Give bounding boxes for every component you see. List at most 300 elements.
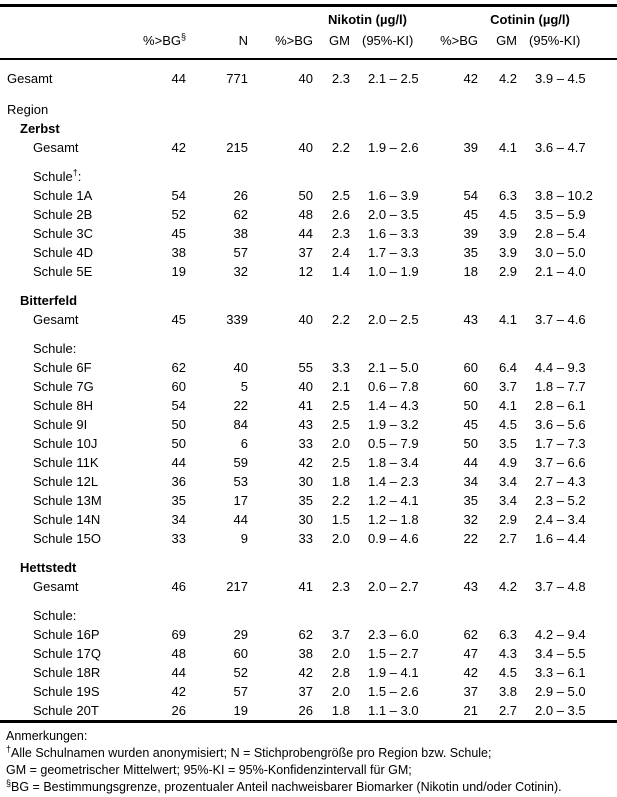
value-cell-cot-pbg: 50: [463, 436, 479, 451]
value-cell-cot-ki: 3.0 – 5.0: [535, 245, 586, 260]
value-cell-nik-ki: 1.6 – 3.9: [368, 188, 419, 203]
value-cell-nik-gm: 2.3: [331, 71, 350, 86]
row-label: Schule 1A: [33, 188, 93, 203]
value-cell-nik-ki: [350, 558, 423, 577]
table-row: [0, 205, 617, 224]
value-cell-n: [186, 558, 248, 577]
value-cell-nik-ki: [350, 339, 423, 358]
value-cell-cot-ki: 2.8 – 5.4: [535, 226, 586, 241]
row-label-cell: [0, 606, 140, 625]
col-header-cot-gm: GM: [478, 29, 517, 59]
row-label: Schule 2B: [33, 207, 93, 222]
row-label: Schule 7G: [33, 379, 94, 394]
value-cell-pbg-total: 45: [171, 312, 186, 327]
value-cell-nik-ki: 1.2 – 1.8: [368, 512, 419, 527]
value-cell-n: 217: [226, 579, 248, 594]
row-label: Gesamt: [7, 71, 53, 86]
row-label: Gesamt: [33, 312, 79, 327]
value-cell-pbg-total: 35: [171, 493, 186, 508]
table-row: [0, 644, 617, 663]
col-header-cot-pbg: %>BG: [423, 29, 478, 59]
dagger-mark: †: [6, 743, 12, 754]
value-cell-n: 84: [233, 417, 248, 432]
table-row: [0, 100, 617, 119]
row-label: Bitterfeld: [20, 293, 78, 308]
value-cell-cot-ki: 2.1 – 4.0: [535, 264, 586, 279]
value-cell-nik-ki: 1.7 – 3.3: [368, 245, 419, 260]
value-cell-cot-pbg: 60: [463, 360, 479, 375]
value-cell-cot-pbg: 47: [463, 646, 479, 661]
value-cell-cot-gm: 2.7: [498, 703, 518, 718]
row-label-cell: [0, 310, 140, 329]
footnote-line-bg: [6, 779, 617, 796]
value-cell-cot-gm: 6.4: [498, 360, 518, 375]
value-cell-pbg-total: 42: [171, 684, 186, 699]
value-cell-cot-gm: 6.3: [498, 627, 518, 642]
table-row: [0, 377, 617, 396]
value-cell-cot-gm: 3.4: [498, 474, 518, 489]
value-cell-nik-pbg: 48: [298, 207, 313, 222]
row-label: Schule 18R: [33, 665, 101, 680]
row-label-cell: [0, 415, 140, 434]
value-cell-n: [186, 291, 248, 310]
value-cell-cot-ki: 2.8 – 6.1: [535, 398, 586, 413]
value-cell-nik-gm: 2.3: [331, 226, 350, 241]
col-header-n: N: [186, 29, 248, 59]
row-label: Schule 16P: [33, 627, 100, 642]
table-row: [0, 434, 617, 453]
value-cell-pbg-total: 36: [171, 474, 186, 489]
value-cell-nik-ki: [350, 100, 423, 119]
value-cell-pbg-total: 50: [171, 417, 186, 432]
value-cell-cot-pbg: 21: [463, 703, 479, 718]
value-cell-nik-pbg: 42: [298, 455, 313, 470]
row-label: Schule 10J: [33, 436, 98, 451]
value-cell-nik-gm: 1.5: [331, 512, 350, 527]
value-cell-n: 44: [233, 512, 248, 527]
value-cell-cot-pbg: 32: [463, 512, 479, 527]
value-cell-nik-ki: [350, 291, 423, 310]
group-header-empty: [0, 6, 248, 30]
value-cell-pbg-total: 54: [171, 398, 186, 413]
row-label: Schule 3C: [33, 226, 93, 241]
value-cell-pbg-total: [140, 119, 186, 138]
row-label-cell: [0, 510, 140, 529]
table-row: [0, 262, 617, 281]
row-label-cell: [0, 358, 140, 377]
value-cell-cot-ki: 3.7 – 4.6: [535, 312, 586, 327]
value-cell-cot-gm: 4.2: [498, 71, 518, 86]
value-cell-nik-pbg: 30: [298, 474, 313, 489]
spacer-cell: [0, 281, 617, 291]
value-cell-cot-pbg: 35: [463, 493, 479, 508]
value-cell-cot-gm: [478, 606, 517, 625]
value-cell-cot-pbg: 54: [463, 188, 479, 203]
value-cell-cot-gm: 3.7: [498, 379, 518, 394]
spacer-row: [0, 329, 617, 339]
value-cell-nik-gm: 2.5: [331, 398, 350, 413]
value-cell-n: 339: [226, 312, 248, 327]
value-cell-nik-pbg: 30: [298, 512, 313, 527]
col-header-nik-pbg: %>BG: [248, 29, 313, 59]
table-row: [0, 491, 617, 510]
value-cell-cot-gm: 4.2: [498, 579, 518, 594]
value-cell-nik-gm: 2.5: [331, 188, 350, 203]
value-cell-n: 52: [233, 665, 248, 680]
value-cell-nik-ki: [350, 119, 423, 138]
row-label: Gesamt: [33, 140, 79, 155]
row-label-cell: [0, 396, 140, 415]
value-cell-cot-pbg: 35: [463, 245, 479, 260]
table-body: [0, 59, 617, 722]
row-label-cell: [0, 243, 140, 262]
value-cell-nik-ki: 2.3 – 6.0: [368, 627, 419, 642]
value-cell-pbg-total: 38: [171, 245, 186, 260]
row-label: Schule: [33, 608, 73, 623]
value-cell-pbg-total: 42: [171, 140, 186, 155]
value-cell-nik-gm: 2.2: [331, 312, 350, 327]
value-cell-cot-ki: 2.9 – 5.0: [535, 684, 586, 699]
value-cell-cot-pbg: 44: [463, 455, 479, 470]
biomarker-table: [0, 4, 617, 723]
value-cell-nik-pbg: [248, 606, 313, 625]
value-cell-nik-gm: 1.8: [331, 703, 350, 718]
value-cell-nik-ki: 1.8 – 3.4: [368, 455, 419, 470]
value-cell-cot-pbg: 22: [463, 531, 479, 546]
value-cell-cot-gm: [478, 339, 517, 358]
value-cell-nik-ki: 2.0 – 2.5: [368, 312, 419, 327]
value-cell-nik-pbg: 37: [298, 245, 313, 260]
value-cell-nik-ki: 1.5 – 2.6: [368, 684, 419, 699]
value-cell-cot-gm: [478, 291, 517, 310]
col-header-pbg-total: [140, 29, 186, 59]
table-row: [0, 510, 617, 529]
value-cell-nik-gm: 2.2: [331, 140, 350, 155]
value-cell-cot-gm: 4.5: [498, 417, 518, 432]
row-label: Schule 17Q: [33, 646, 101, 661]
row-label: Schule 11K: [33, 455, 99, 470]
value-cell-cot-gm: 4.1: [498, 398, 518, 413]
value-cell-nik-ki: 2.1 – 5.0: [368, 360, 419, 375]
row-label: Schule 13M: [33, 493, 102, 508]
value-cell-nik-ki: 1.2 – 4.1: [368, 493, 419, 508]
value-cell-nik-pbg: 35: [298, 493, 313, 508]
value-cell-cot-gm: 3.8: [498, 684, 518, 699]
value-cell-n: 62: [233, 207, 248, 222]
value-cell-pbg-total: 52: [171, 207, 186, 222]
row-label-cell: [0, 529, 140, 548]
table-row: [0, 291, 617, 310]
value-cell-n: [186, 606, 248, 625]
value-cell-nik-pbg: 62: [298, 627, 313, 642]
value-cell-cot-gm: 3.9: [498, 245, 518, 260]
value-cell-nik-gm: 2.0: [331, 436, 350, 451]
dagger-mark: †: [72, 167, 78, 178]
value-cell-cot-ki: [517, 119, 617, 138]
value-cell-nik-pbg: [248, 291, 313, 310]
spacer-row: [0, 90, 617, 100]
footnote-text: Alle Schulnamen wurden anonymisiert; N = Stichprobengröße pro Region bzw. Schule;: [11, 746, 492, 760]
row-label-suffix: :: [72, 608, 77, 623]
value-cell-pbg-total: 60: [171, 379, 186, 394]
value-cell-nik-ki: 1.9 – 2.6: [368, 140, 419, 155]
row-label-cell: [0, 377, 140, 396]
value-cell-nik-pbg: 38: [298, 646, 313, 661]
value-cell-nik-gm: [313, 339, 350, 358]
value-cell-nik-gm: [313, 291, 350, 310]
spacer-cell: [0, 157, 617, 167]
value-cell-n: 17: [233, 493, 248, 508]
value-cell-n: 22: [233, 398, 248, 413]
value-cell-nik-gm: 2.1: [331, 379, 350, 394]
value-cell-nik-gm: [313, 558, 350, 577]
table-row: [0, 119, 617, 138]
row-label: Schule: [33, 341, 73, 356]
row-label-cell: [0, 291, 140, 310]
value-cell-cot-pbg: [423, 119, 478, 138]
value-cell-pbg-total: [140, 606, 186, 625]
value-cell-cot-gm: 6.3: [498, 188, 518, 203]
value-cell-cot-pbg: 50: [463, 398, 479, 413]
value-cell-cot-ki: [517, 100, 617, 119]
row-label-cell: [0, 205, 140, 224]
value-cell-nik-pbg: 40: [298, 71, 313, 86]
value-cell-n: [186, 100, 248, 119]
table-row: [0, 606, 617, 625]
row-label: Schule 9I: [33, 417, 88, 432]
value-cell-n: 53: [233, 474, 248, 489]
value-cell-n: 38: [233, 226, 248, 241]
value-cell-cot-gm: [478, 167, 517, 186]
value-cell-nik-ki: 2.0 – 3.5: [368, 207, 419, 222]
value-cell-nik-pbg: 33: [298, 531, 313, 546]
value-cell-cot-ki: 2.0 – 3.5: [535, 703, 586, 718]
table-row: [0, 339, 617, 358]
value-cell-nik-ki: 1.5 – 2.7: [368, 646, 419, 661]
value-cell-nik-pbg: [248, 100, 313, 119]
row-label-cell: [0, 472, 140, 491]
value-cell-n: 19: [233, 703, 248, 718]
value-cell-cot-pbg: [423, 339, 478, 358]
row-label-cell: [0, 262, 140, 281]
value-cell-pbg-total: 69: [171, 627, 186, 642]
value-cell-cot-ki: 1.6 – 4.4: [535, 531, 586, 546]
value-cell-nik-gm: 2.5: [331, 455, 350, 470]
value-cell-cot-pbg: [423, 606, 478, 625]
value-cell-n: 6: [240, 436, 248, 451]
row-label-cell: [0, 100, 140, 119]
value-cell-nik-ki: 1.4 – 4.3: [368, 398, 419, 413]
value-cell-nik-gm: 2.8: [331, 665, 350, 680]
row-label-cell: [0, 59, 140, 90]
row-label: Region: [7, 102, 49, 117]
value-cell-cot-gm: 3.5: [498, 436, 518, 451]
value-cell-cot-ki: 4.4 – 9.3: [535, 360, 586, 375]
value-cell-cot-ki: 2.3 – 5.2: [535, 493, 586, 508]
value-cell-cot-gm: [478, 558, 517, 577]
value-cell-pbg-total: 48: [171, 646, 186, 661]
value-cell-nik-ki: 2.1 – 2.5: [368, 71, 419, 86]
value-cell-pbg-total: 44: [171, 455, 186, 470]
value-cell-nik-pbg: 12: [298, 264, 313, 279]
footnote-line-gm: [6, 762, 617, 779]
row-label-cell: [0, 434, 140, 453]
value-cell-nik-gm: 3.3: [331, 360, 350, 375]
value-cell-nik-ki: 0.9 – 4.6: [368, 531, 419, 546]
value-cell-n: 771: [226, 71, 248, 86]
value-cell-nik-gm: 2.0: [331, 531, 350, 546]
value-cell-nik-ki: 0.6 – 7.8: [368, 379, 419, 394]
row-label: Schule 20T: [33, 703, 99, 718]
row-label-cell: [0, 167, 140, 186]
row-label: Schule 19S: [33, 684, 100, 699]
value-cell-cot-pbg: 42: [463, 665, 479, 680]
table-row: [0, 577, 617, 596]
col-header-nik-gm: GM: [313, 29, 350, 59]
value-cell-cot-pbg: 39: [463, 226, 479, 241]
value-cell-n: 29: [233, 627, 248, 642]
value-cell-nik-gm: 2.4: [331, 245, 350, 260]
row-label: Hettstedt: [20, 560, 77, 575]
value-cell-cot-gm: 4.9: [498, 455, 518, 470]
value-cell-cot-gm: 4.5: [498, 207, 518, 222]
row-label-cell: [0, 339, 140, 358]
value-cell-cot-ki: 3.7 – 4.8: [535, 579, 586, 594]
col-header-cot-ki: (95%-KI): [517, 29, 617, 59]
value-cell-n: 26: [233, 188, 248, 203]
value-cell-cot-ki: [517, 291, 617, 310]
row-label-cell: [0, 453, 140, 472]
value-cell-cot-pbg: 43: [463, 579, 479, 594]
value-cell-cot-ki: 1.8 – 7.7: [535, 379, 586, 394]
value-cell-n: 57: [233, 684, 248, 699]
value-cell-cot-ki: 3.4 – 5.5: [535, 646, 586, 661]
table-row: [0, 310, 617, 329]
spacer-cell: [0, 596, 617, 606]
value-cell-pbg-total: 44: [171, 71, 186, 86]
value-cell-nik-gm: [313, 167, 350, 186]
value-cell-cot-pbg: [423, 558, 478, 577]
value-cell-cot-gm: 4.1: [498, 140, 518, 155]
value-cell-nik-gm: 3.7: [331, 627, 350, 642]
value-cell-nik-pbg: [248, 167, 313, 186]
value-cell-cot-pbg: 45: [463, 417, 479, 432]
value-cell-cot-gm: [478, 100, 517, 119]
value-cell-cot-ki: 3.5 – 5.9: [535, 207, 586, 222]
value-cell-cot-ki: [517, 558, 617, 577]
row-label: Schule 4D: [33, 245, 93, 260]
col-header-pbg-total-text: %>BG: [143, 33, 181, 48]
table-row: [0, 415, 617, 434]
table-row: [0, 701, 617, 722]
footnotes-heading: Anmerkungen:: [6, 729, 88, 743]
value-cell-nik-pbg: 41: [298, 398, 313, 413]
table-row: [0, 224, 617, 243]
value-cell-pbg-total: 19: [171, 264, 186, 279]
value-cell-cot-pbg: [423, 100, 478, 119]
table-row: [0, 472, 617, 491]
value-cell-cot-ki: 2.4 – 3.4: [535, 512, 586, 527]
row-label-cell: [0, 119, 140, 138]
value-cell-cot-pbg: [423, 167, 478, 186]
value-cell-nik-pbg: 40: [298, 312, 313, 327]
spacer-cell: [0, 90, 617, 100]
footnote-line-dagger: [6, 745, 617, 762]
row-label-cell: [0, 224, 140, 243]
col-header-nik-ki: (95%-KI): [350, 29, 423, 59]
table-row: [0, 358, 617, 377]
value-cell-nik-pbg: 40: [298, 379, 313, 394]
value-cell-cot-pbg: 37: [463, 684, 479, 699]
value-cell-cot-ki: [517, 606, 617, 625]
value-cell-nik-pbg: 33: [298, 436, 313, 451]
table-row: [0, 186, 617, 205]
column-header-row: [0, 29, 617, 59]
value-cell-cot-pbg: 62: [463, 627, 479, 642]
value-cell-cot-gm: 3.4: [498, 493, 518, 508]
row-label: Schule: [33, 169, 73, 184]
value-cell-cot-ki: 3.9 – 4.5: [535, 71, 586, 86]
value-cell-cot-gm: [478, 119, 517, 138]
value-cell-n: 9: [240, 531, 248, 546]
value-cell-cot-pbg: 60: [463, 379, 479, 394]
value-cell-n: 40: [233, 360, 248, 375]
value-cell-cot-gm: 4.5: [498, 665, 518, 680]
row-label-cell: [0, 558, 140, 577]
value-cell-pbg-total: [140, 167, 186, 186]
table-row: [0, 625, 617, 644]
value-cell-nik-ki: 1.9 – 4.1: [368, 665, 419, 680]
row-label: Gesamt: [33, 579, 79, 594]
row-label: Schule 15O: [33, 531, 101, 546]
table-row: [0, 59, 617, 90]
value-cell-nik-pbg: 44: [298, 226, 313, 241]
row-label: Schule 8H: [33, 398, 93, 413]
value-cell-cot-gm: 3.9: [498, 226, 518, 241]
spacer-row: [0, 281, 617, 291]
value-cell-nik-ki: 2.0 – 2.7: [368, 579, 419, 594]
row-label-cell: [0, 138, 140, 157]
value-cell-cot-ki: [517, 167, 617, 186]
value-cell-pbg-total: [140, 291, 186, 310]
value-cell-nik-gm: 2.3: [331, 579, 350, 594]
col-header-label: [0, 29, 140, 59]
row-label-cell: [0, 663, 140, 682]
value-cell-cot-ki: 3.8 – 10.2: [535, 188, 593, 203]
value-cell-n: 5: [240, 379, 248, 394]
value-cell-nik-pbg: 43: [298, 417, 313, 432]
table-row: [0, 138, 617, 157]
row-label: Zerbst: [20, 121, 60, 136]
value-cell-nik-gm: [313, 119, 350, 138]
row-label-suffix: :: [72, 341, 77, 356]
value-cell-cot-ki: 1.7 – 7.3: [535, 436, 586, 451]
value-cell-cot-ki: 3.6 – 4.7: [535, 140, 586, 155]
value-cell-nik-ki: 1.6 – 3.3: [368, 226, 419, 241]
row-label-cell: [0, 701, 140, 722]
value-cell-cot-ki: [517, 339, 617, 358]
footnote-text: BG = Bestimmungsgrenze, prozentualer Anteil nachweisbarer Biomarker (Nikotin und/oder Cotinin).: [11, 780, 562, 794]
value-cell-n: 60: [233, 646, 248, 661]
value-cell-cot-pbg: 42: [463, 71, 479, 86]
table-row: [0, 167, 617, 186]
value-cell-cot-gm: 4.1: [498, 312, 518, 327]
value-cell-cot-pbg: 45: [463, 207, 479, 222]
value-cell-cot-ki: 3.7 – 6.6: [535, 455, 586, 470]
group-header-row: [0, 6, 617, 30]
value-cell-nik-ki: 1.1 – 3.0: [368, 703, 419, 718]
value-cell-pbg-total: [140, 100, 186, 119]
